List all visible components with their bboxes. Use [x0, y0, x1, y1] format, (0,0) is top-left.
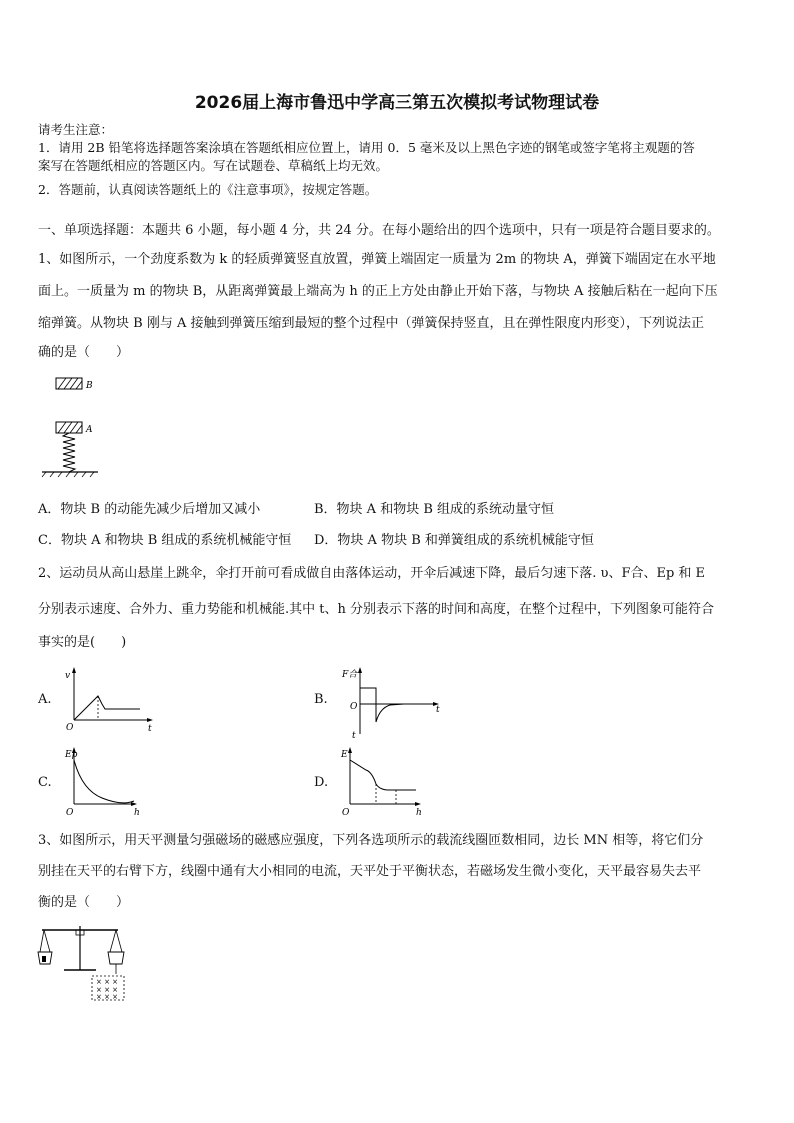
q2-line-1: 2、运动员从高山悬崖上跳伞，伞打开前可看成做自由落体运动，开伞后减速下降，最后匀速下落. υ、F合、Ep 和 E	[38, 566, 706, 581]
q2-option-b-label: B.	[314, 692, 328, 707]
q1-spring-figure	[36, 372, 116, 484]
q2-option-c-label: C.	[38, 775, 52, 790]
q2-graph-d-x-label: h	[416, 808, 422, 818]
q3-line-2: 别挂在天平的右臂下方，线圈中通有大小相同的电流，天平处于平衡状态，若磁场发生微小变化，天平最容易失去平	[38, 864, 702, 879]
notice-item-1-line-2: 案写在答题纸相应的答题区内。写在试题卷、草稿纸上均无效。	[38, 158, 389, 173]
q1-option-b: B．物块 A 和物块 B 组成的系统动量守恒	[314, 502, 555, 517]
q2-line-2: 分别表示速度、合外力、重力势能和机械能.其中 t、h 分别表示下落的时间和高度，在整个过程中，下列图象可能符合	[38, 602, 714, 617]
q2-graph-d	[338, 744, 438, 820]
q2-graph-b-origin: O	[350, 702, 358, 712]
svg-text:× × ×: × × ×	[96, 978, 119, 986]
q1-line-4: 确的是（ ）	[38, 345, 130, 360]
q2-graph-d-y-label: E	[341, 750, 348, 760]
q2-graph-a-origin: O	[66, 723, 74, 733]
q2-graph-d-origin: O	[342, 808, 350, 818]
q3-balance-figure	[34, 922, 134, 1004]
q2-graph-b-below-label: t	[352, 731, 356, 740]
q2-graph-a-y-label: v	[65, 671, 71, 681]
notice-item-1-line-1: 1．请用 2B 铅笔将选择题答案涂填在答题纸相应位置上，请用 0．5 毫米及以上黑色字迹的钢笔或签字笔将主观题的答	[38, 140, 695, 155]
q2-graph-c-origin: O	[66, 808, 74, 818]
q3-line-3: 衡的是（ ）	[38, 895, 130, 910]
q2-option-a-label: A.	[38, 692, 52, 707]
q1-option-a: A．物块 B 的动能先减少后增加又减小	[38, 502, 261, 517]
notice-heading: 请考生注意：	[38, 122, 114, 137]
q2-graph-b-x-label: t	[436, 705, 440, 715]
q2-graph-b-y-label: F合	[342, 670, 358, 680]
q2-graph-c-x-label: h	[134, 808, 140, 818]
q3-line-1: 3、如图所示，用天平测量匀强磁场的磁感应强度，下列各选项所示的载流线圈匝数相同，边长 MN 相等，将它们分	[38, 833, 704, 848]
q1-line-1: 1、如图所示，一个劲度系数为 k 的轻质弹簧竖直放置，弹簧上端固定一质量为 2m 的物块 A，弹簧下端固定在水平地	[38, 252, 716, 267]
q2-graph-b	[338, 664, 448, 740]
q1-label-b: B	[86, 381, 93, 391]
svg-text:× × ×: × × ×	[96, 986, 119, 994]
q2-option-d-label: D.	[314, 775, 329, 790]
q2-graph-c	[62, 744, 162, 820]
q2-line-3: 事实的是( )	[38, 635, 127, 650]
q2-graph-c-y-label: Ep	[65, 750, 78, 760]
q1-line-2: 面上。一质量为 m 的物块 B，从距离弹簧最上端高为 h 的正上方处由静止开始下落，与物块 A 接触后粘在一起向下压	[38, 284, 718, 299]
q1-option-c: C．物块 A 和物块 B 组成的系统机械能守恒	[38, 533, 292, 548]
section-heading: 一、单项选择题：本题共 6 小题，每小题 4 分，共 24 分。在每小题给出的四个选项中，只有一项是符合题目要求的。	[38, 223, 720, 238]
q1-label-a: A	[86, 425, 93, 435]
q1-line-3: 缩弹簧。从物块 B 刚与 A 接触到弹簧压缩到最短的整个过程中（弹簧保持竖直，且在弹性限度内形变），下列说法正	[38, 316, 704, 331]
q1-option-d: D．物块 A 物块 B 和弹簧组成的系统机械能守恒	[314, 533, 594, 548]
page-title: 2026届上海市鲁迅中学高三第五次模拟考试物理试卷	[194, 93, 600, 113]
notice-item-2: 2．答题前，认真阅读答题纸上的《注意事项》，按规定答题。	[38, 182, 378, 197]
q2-graph-a	[62, 664, 162, 734]
q2-graph-a-x-label: t	[148, 724, 152, 734]
svg-text:× × ×: × × ×	[96, 993, 119, 1001]
